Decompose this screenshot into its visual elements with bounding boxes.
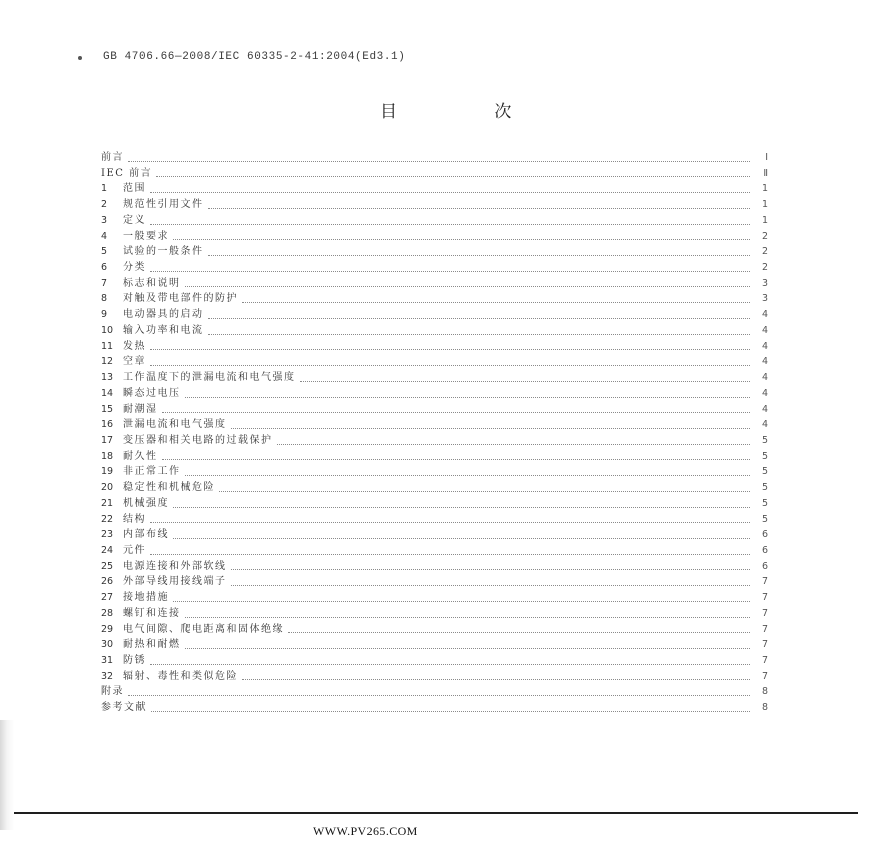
toc-entry-number: 14 [101,387,114,399]
toc-entry-title: 泄漏电流和电气强度 [123,419,227,431]
toc-entry-page-number: 3 [761,277,768,289]
toc-dot-leader [231,585,751,586]
toc-entry-page-number: 4 [761,356,768,368]
toc-dot-leader [150,664,750,665]
toc-dot-leader [150,349,750,350]
toc-entry-number: 25 [101,560,114,572]
toc-entry[interactable] [101,637,768,653]
toc-entry[interactable] [101,606,768,622]
toc-entry[interactable] [101,417,768,433]
toc-entry-number: 31 [101,655,114,666]
toc-entry-number: 2 [101,199,108,211]
toc-entry-page-number: 5 [761,466,768,478]
toc-entry-title: 防锈 [123,655,146,666]
toc-entry[interactable] [101,229,768,245]
toc-entry-title: 定义 [123,214,146,226]
toc-dot-leader [185,475,751,476]
toc-entry-page-number: 4 [761,309,768,321]
toc-entry-title: 前言 [101,152,124,163]
toc-dot-leader [150,271,750,272]
toc-entry-title: 稳定性和机械危险 [123,482,215,494]
toc-dot-leader [151,711,750,712]
toc-entry[interactable] [101,669,768,685]
toc-entry-number: 21 [101,497,114,509]
standard-code-header: GB 4706.66—2008/IEC 60335-2-41:2004(Ed3.1) [103,51,406,63]
toc-entry[interactable] [101,150,768,166]
toc-entry-title: 外部导线用接线端子 [123,576,227,588]
toc-entry-page-number: 1 [761,214,768,226]
toc-entry-page-number: 5 [761,450,768,462]
toc-dot-leader [128,161,750,162]
toc-dot-leader [231,569,751,570]
toc-entry[interactable] [101,496,768,512]
toc-dot-leader [185,286,751,287]
toc-entry[interactable] [101,197,768,213]
toc-entry[interactable] [101,559,768,575]
toc-entry[interactable] [101,276,768,292]
toc-entry[interactable] [101,480,768,496]
toc-entry-number: 17 [101,434,114,446]
toc-entry-number: 1 [101,183,108,195]
toc-entry-title: 空章 [123,356,146,368]
toc-entry-page-number: 4 [761,324,768,336]
toc-entry-page-number: 7 [761,670,768,682]
toc-entry-title: 接地措施 [123,592,169,604]
toc-entry[interactable] [101,433,768,449]
toc-entry-number: 7 [101,277,108,289]
toc-dot-leader [162,459,751,460]
toc-entry-number: 10 [101,324,114,336]
toc-entry[interactable] [101,354,768,370]
toc-entry-title: 电气间隙、爬电距离和固体绝缘 [123,623,284,635]
toc-entry-number: 5 [101,246,108,258]
toc-dot-leader [173,538,750,539]
scan-dot [78,56,82,60]
toc-entry-title: 辐射、毒性和类似危险 [123,670,238,682]
toc-entry-title: 一般要求 [123,230,169,242]
toc-entry-number: 13 [101,372,114,384]
toc-dot-leader [208,334,751,335]
toc-dot-leader [219,491,750,492]
toc-entry-title: 输入功率和电流 [123,324,204,336]
toc-entry-page-number: 3 [761,293,768,305]
toc-entry[interactable] [101,590,768,606]
toc-entry-number: 22 [101,513,114,525]
toc-entry-title: 工作温度下的泄漏电流和电气强度 [123,372,296,384]
toc-entry-page-number: 7 [761,639,768,651]
toc-entry-title: 分类 [123,262,146,274]
toc-entry-number: 8 [101,293,108,305]
toc-entry-number: 20 [101,482,114,494]
toc-entry-title: 规范性引用文件 [123,199,204,211]
toc-entry-page-number: 8 [761,686,768,698]
toc-entry-number: 3 [101,214,108,226]
toc-entry-page-number: 6 [761,560,768,572]
toc-dot-leader [277,444,751,445]
toc-entry[interactable] [101,244,768,260]
toc-entry-page-number: 2 [761,262,768,274]
toc-entry-number: 29 [101,623,114,635]
toc-entry-title: 耐热和耐燃 [123,639,181,651]
toc-dot-leader [242,679,750,680]
toc-entry[interactable] [101,260,768,276]
toc-entry-number: 18 [101,450,114,462]
toc-entry-page-number: 4 [761,419,768,431]
toc-entry-page-number: 4 [761,387,768,399]
toc-entry-page-number: 5 [761,482,768,494]
toc-dot-leader [150,224,750,225]
toc-entry-page-number: 7 [761,607,768,619]
toc-entry[interactable] [101,166,768,182]
toc-entry-number: 32 [101,670,114,682]
toc-entry-number: 26 [101,576,114,588]
toc-dot-leader [150,365,750,366]
toc-entry-number: 19 [101,466,114,478]
toc-entry-title: 结构 [123,513,146,525]
toc-entry[interactable] [101,684,768,700]
toc-dot-leader [208,255,751,256]
toc-dot-leader [156,176,750,177]
toc-entry-title: IEC 前言 [101,167,153,179]
toc-dot-leader [231,428,751,429]
toc-entry-title: 耐潮湿 [123,403,158,415]
toc-entry-title: 耐久性 [123,450,158,462]
toc-entry[interactable] [101,339,768,355]
toc-entry-number: 9 [101,309,108,321]
toc-entry-title: 范围 [123,183,146,195]
toc-entry[interactable] [101,323,768,339]
toc-entry[interactable] [101,449,768,465]
toc-entry-number: 24 [101,544,114,556]
toc-entry-page-number: 4 [761,340,768,352]
toc-entry-page-number: 7 [761,623,768,635]
toc-entry-page-number: 7 [761,576,768,588]
toc-entry[interactable] [101,181,768,197]
toc-dot-leader [208,318,751,319]
toc-entry[interactable] [101,291,768,307]
toc-entry[interactable] [101,213,768,229]
page-title: 目 次 [380,102,558,122]
toc-dot-leader [162,412,751,413]
toc-dot-leader [288,632,750,633]
toc-dot-leader [173,239,750,240]
toc-entry[interactable] [101,527,768,543]
toc-entry-title: 变压器和相关电路的过载保护 [123,434,273,446]
toc-entry-title: 标志和说明 [123,277,181,289]
toc-dot-leader [150,554,750,555]
toc-entry-number: 28 [101,607,114,619]
toc-entry-page-number: 6 [761,529,768,541]
toc-entry-number: 16 [101,419,114,431]
toc-entry-title: 元件 [123,544,146,556]
toc-entry-number: 27 [101,592,114,604]
toc-entry-page-number: 8 [761,702,768,714]
toc-entry-page-number: 7 [761,655,768,666]
toc-entry-page-number: 7 [761,592,768,604]
toc-dot-leader [185,648,751,649]
toc-dot-leader [173,507,750,508]
toc-entry[interactable] [101,653,768,669]
toc-entry-page-number: 5 [761,513,768,525]
toc-entry-title: 内部布线 [123,529,169,541]
footer-url: WWW.PV265.COM [313,824,418,838]
toc-entry-title: 附录 [101,686,124,698]
toc-entry-title: 机械强度 [123,497,169,509]
toc-entry[interactable] [101,512,768,528]
toc-entry-title: 发热 [123,340,146,352]
toc-entry-page-number: 2 [761,230,768,242]
toc-entry-title: 非正常工作 [123,466,181,478]
toc-entry-page-number: 5 [761,434,768,446]
page-bottom-rule [14,812,858,814]
toc-entry-page-number: Ⅰ [765,152,768,163]
toc-entry-number: 6 [101,262,108,274]
toc-entry[interactable] [101,386,768,402]
toc-entry-number: 23 [101,529,114,541]
toc-entry-title: 电源连接和外部软线 [123,560,227,572]
toc-entry-number: 11 [101,340,114,352]
toc-entry-page-number: Ⅱ [763,167,768,179]
toc-entry[interactable] [101,574,768,590]
scan-edge-shadow [0,720,14,830]
toc-dot-leader [300,381,751,382]
toc-entry-page-number: 2 [761,246,768,258]
toc-entry-title: 试验的一般条件 [123,246,204,258]
toc-entry-title: 电动器具的启动 [123,309,204,321]
toc-entry-number: 4 [101,230,108,242]
toc-entry-page-number: 4 [761,403,768,415]
toc-entry[interactable] [101,402,768,418]
toc-entry-number: 15 [101,403,114,415]
toc-dot-leader [185,617,751,618]
toc-dot-leader [173,601,750,602]
toc-entry-title: 对触及带电部件的防护 [123,293,238,305]
toc-entry[interactable] [101,622,768,638]
toc-dot-leader [208,208,751,209]
toc-entry-page-number: 6 [761,544,768,556]
toc-dot-leader [128,695,750,696]
table-of-contents [101,150,768,716]
toc-entry-title: 螺钉和连接 [123,607,181,619]
toc-entry-number: 12 [101,356,114,368]
toc-entry-page-number: 1 [761,199,768,211]
toc-dot-leader [150,192,750,193]
toc-dot-leader [185,397,751,398]
toc-entry[interactable] [101,307,768,323]
toc-entry[interactable] [101,700,768,716]
toc-entry-page-number: 5 [761,497,768,509]
toc-entry[interactable] [101,464,768,480]
toc-entry-number: 30 [101,639,114,651]
toc-entry-title: 瞬态过电压 [123,387,181,399]
toc-entry-page-number: 4 [761,372,768,384]
toc-entry-page-number: 1 [761,183,768,195]
toc-entry[interactable] [101,543,768,559]
toc-dot-leader [242,302,750,303]
toc-entry-title: 参考文献 [101,702,147,714]
toc-dot-leader [150,522,750,523]
toc-entry[interactable] [101,370,768,386]
